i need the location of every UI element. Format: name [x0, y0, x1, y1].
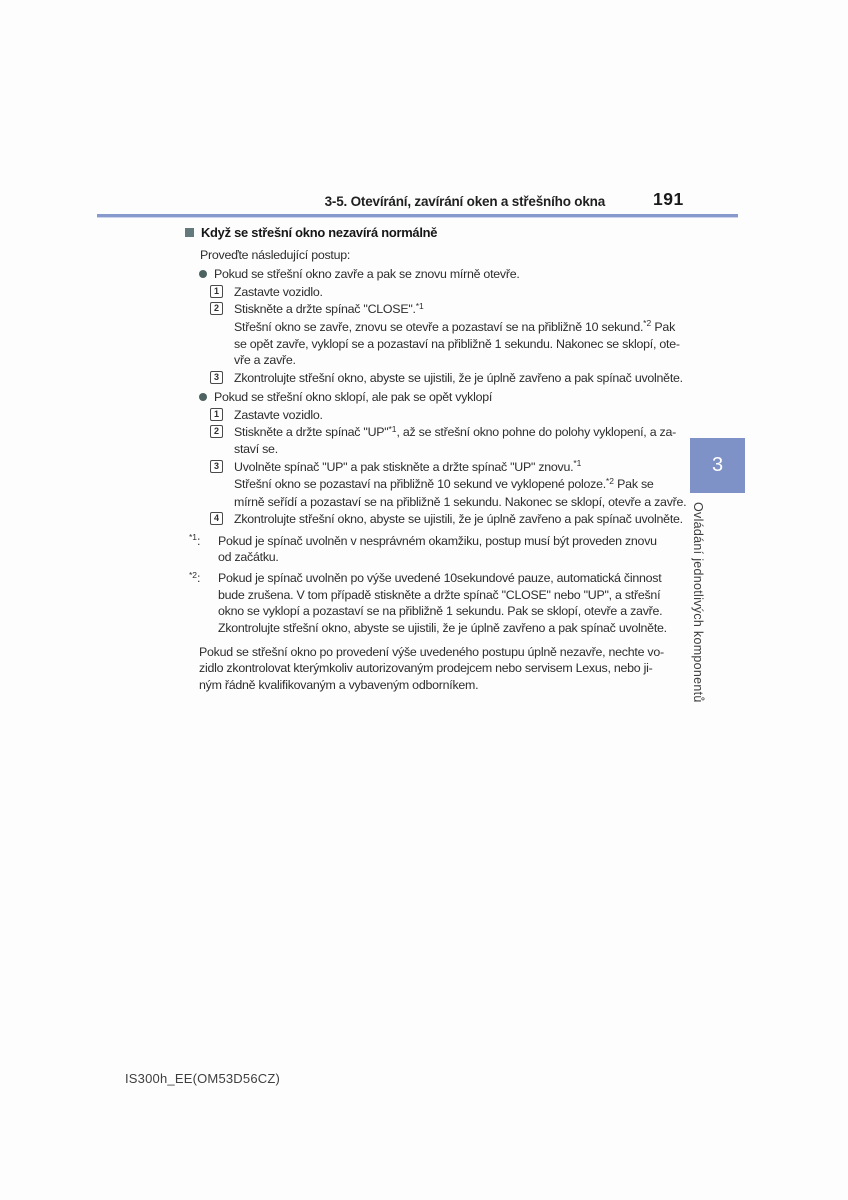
text-line: Proveďte následující postup: [200, 248, 351, 262]
step-number-badge: 3 [210, 460, 223, 473]
footnote-text [218, 570, 667, 636]
bullet-item [199, 266, 741, 282]
step-number-badge: 2 [210, 302, 223, 315]
chapter-tab-number: 3 [711, 454, 724, 476]
step-text [234, 301, 680, 369]
step-number-badge: 1 [210, 408, 223, 421]
text-line: bude zrušena. V tom případě stiskněte a držte spínač "CLOSE" nebo "UP", a střešní [218, 587, 661, 602]
intro-text [200, 247, 741, 263]
step-item [210, 370, 741, 386]
text-line: ným řádně kvalifikovaným a vybaveným odborníkem. [199, 677, 479, 692]
bullet-text [214, 389, 492, 405]
body-paragraph [199, 644, 741, 693]
step-item [210, 301, 741, 369]
section-heading-text: Když se střešní okno nezavírá normálně [201, 225, 438, 240]
text-line: Pokud je spínač uvolněn v nesprávném okamžiku, postup musí být proveden znovu [218, 533, 657, 548]
section-heading [185, 224, 741, 241]
text-line: Pokud se střešní okno po provedení výše uvedeného postupu úplně nezavře, nechte vo- [199, 644, 664, 659]
step-text [234, 370, 683, 386]
text-line: Pokud se střešní okno zavře a pak se znovu mírně otevře. [214, 267, 520, 282]
square-bullet-icon [185, 228, 194, 237]
chapter-tab-label: Ovládání jednotlivých komponentů [691, 502, 705, 703]
step-item [210, 284, 741, 300]
step-number-badge: 4 [210, 512, 223, 525]
text-line: Střešní okno se pozastaví na přibližně 10 sekund ve vyklopené poloze.$^{*2}$ Pak se [234, 475, 654, 492]
header-section-title: 3-5. Otevírání, zavírání oken a střešního okna [324, 194, 605, 209]
page-number: 191 [653, 189, 684, 209]
step-text [234, 284, 323, 300]
text-line: Zastavte vozidlo. [234, 407, 323, 422]
text-line: vře a zavře. [234, 353, 296, 368]
content-blocks [185, 224, 741, 693]
step-item [210, 424, 741, 458]
step-item [210, 511, 741, 527]
circle-bullet-icon [199, 393, 207, 401]
text-line: Stiskněte a držte spínač "CLOSE".$^{*1}$ [234, 300, 424, 317]
text-line: mírně seřídí a pozastaví se na přibližně 1 sekundu. Nakonec se sklopí, otevře a zavře. [234, 494, 687, 509]
circle-bullet-icon [199, 270, 207, 278]
footnote-item [189, 570, 741, 636]
bullet-text [214, 266, 520, 282]
text-line: od začátku. [218, 549, 279, 564]
text-line: okno se vyklopí a pozastaví se na přibližně 1 sekundu. Pak se sklopí, otevře a zavře. [218, 604, 663, 619]
bullet-item [199, 389, 741, 405]
footnote-marker-sup: *2 [189, 569, 198, 580]
text-line: staví se. [234, 442, 278, 457]
text-line: Zkontrolujte střešní okno, abyste se ujistili, že je úplně zavřeno a pak spínač uvolněte. [234, 512, 683, 527]
text-line: Zastavte vozidlo. [234, 284, 323, 299]
text-line: Pokud se střešní okno sklopí, ale pak se opět vyklopí [214, 390, 493, 405]
footer-doc-code: IS300h_EE(OM53D56CZ) [125, 1071, 281, 1086]
step-text [234, 459, 686, 510]
text-line: Zkontrolujte střešní okno, abyste se ujistili, že je úplně zavřeno a pak spínač uvolněte. [234, 370, 683, 385]
text-line: zidlo zkontrolovat kterýmkoliv autorizovaným prodejcem nebo servisem Lexus, nebo ji- [199, 661, 653, 676]
footnote-reference: *1 [415, 300, 424, 311]
text-line: Střešní okno se zavře, znovu se otevře a pozastaví se na přibližně 10 sekund.$^{*2}$ Pak [234, 318, 676, 334]
footnote-marker: $^{*2}$: [189, 569, 201, 586]
footnote-reference: *1 [388, 423, 397, 434]
step-text [234, 407, 323, 423]
text-line: se opět zavře, vyklopí se a pozastaví na přibližně 1 sekundu. Nakonec se sklopí, ote- [234, 337, 680, 352]
step-number-badge: 3 [210, 371, 223, 384]
text-line: Stiskněte a držte spínač "UP"$^{*1}$, až se střešní okno pohne do polohy vyklopení, a za- [234, 423, 676, 440]
step-text [234, 511, 683, 527]
footnote-item [189, 533, 741, 566]
header-rule [97, 214, 738, 217]
footnote-reference: *1 [573, 458, 582, 469]
text-line: Uvolněte spínač "UP" a pak stiskněte a držte spínač "UP" znovu.$^{*1}$ [234, 458, 582, 474]
footnote-marker: $^{*1}$: [189, 532, 201, 548]
step-item [210, 459, 741, 510]
step-text [234, 424, 676, 458]
step-number-badge: 1 [210, 285, 223, 298]
footnote-text [218, 533, 657, 566]
footnote-reference: *2 [643, 318, 652, 329]
footnote-reference: *2 [605, 475, 614, 486]
text-line: Pokud je spínač uvolněn po výše uvedené 10sekundové pauze, automatická činnost [218, 571, 662, 586]
step-item [210, 407, 741, 423]
step-number-badge: 2 [210, 425, 223, 438]
chapter-tab [690, 438, 745, 493]
text-line: Zkontrolujte střešní okno, abyste se ujistili, že je úplně zavřeno a pak spínač uvolněte. [218, 620, 667, 635]
footnote-marker-sup: *1 [189, 532, 198, 542]
